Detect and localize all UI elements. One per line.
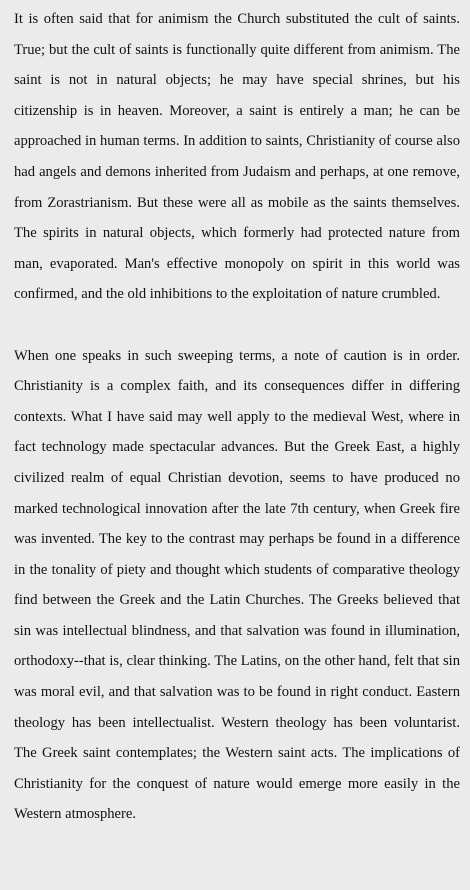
paragraph-saints-animism: It is often said that for animism the Church substituted the cult of saints. True; but the cult of saints is functionally quite different from animism. The saint is not in natural objects; he may have special shrines, but his citizenship is in heaven. Moreover, a saint is entirely a man; he can be approached in human terms. In addition to saints, Christianity of course also had angels and demons inherited from Judaism and perhaps, at one remove, from Zorastrianism. But these were all as mobile as the saints themselves. The spirits in natural objects, which formerly had protected nature from man, evaporated. Man's effective monopoly on spirit in this world was confirmed, and the old inhibitions to the exploitation of nature crumbled. <box>14 11 460 303</box>
paragraph-east-west-contrast: When one speaks in such sweeping terms, a note of caution is in order. Christianity is a complex faith, and its consequences differ in differing contexts. What I have said may well apply to the medieval West, where in fact technology made spectacular advances. But the Greek East, a highly civilized realm of equal Christian devotion, seems to have produced no marked technological innovation after the late 7th century, when Greek fire was invented. The key to the contrast may perhaps be found in a difference in the tonality of piety and thought which students of comparative theology find between the Greek and the Latin Churches. The Greeks believed that sin was intellectual blindness, and that salvation was found in illumination, orthodoxy--that is, clear thinking. The Latins, on the other hand, felt that sin was moral evil, and that salvation was to be found in right conduct. Eastern theology has been intellectualist. Western theology has been voluntarist. The Greek saint contemplates; the Western saint acts. The implications of Christianity for the conquest of nature would emerge more easily in the Western atmosphere. <box>14 347 460 823</box>
